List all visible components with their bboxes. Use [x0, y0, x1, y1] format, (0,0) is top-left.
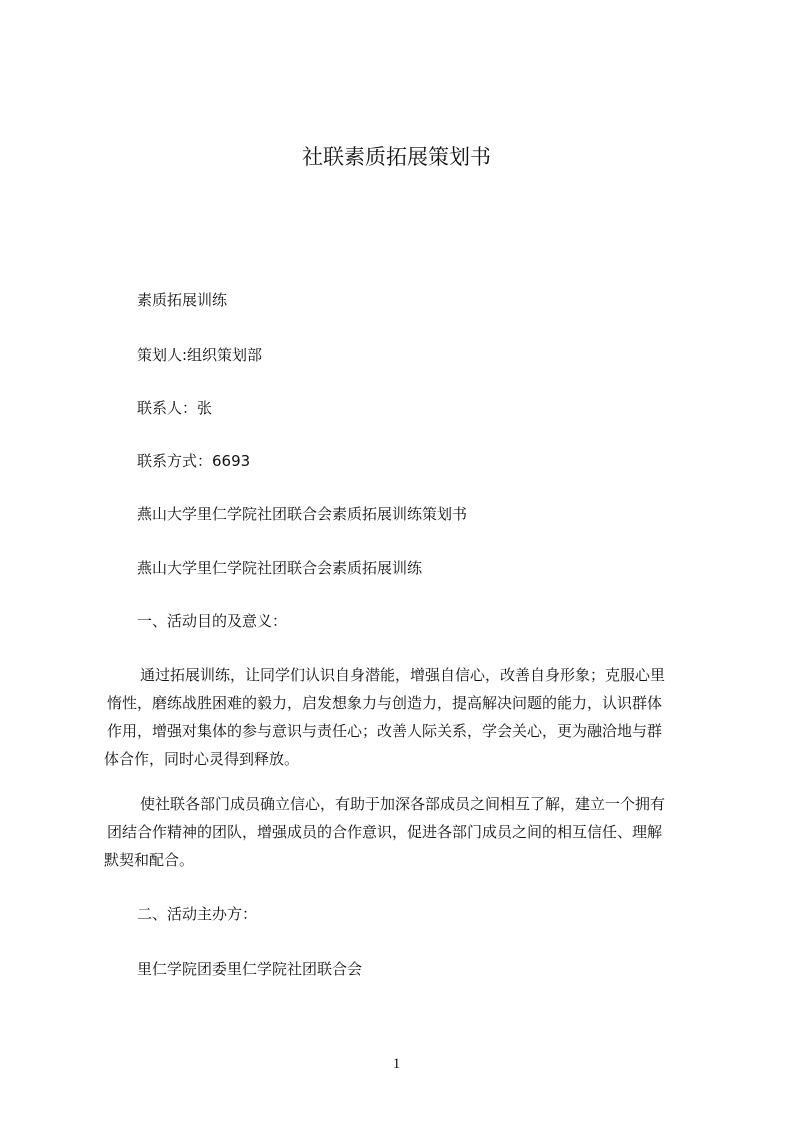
subtitle: 素质拓展训练	[137, 291, 228, 309]
page-number: 1	[392, 1056, 401, 1072]
document-title: 社联素质拓展策划书	[302, 145, 491, 169]
organizer-line: 里仁学院团委里仁学院社团联合会	[137, 960, 363, 978]
activity-name-line: 燕山大学里仁学院社团联合会素质拓展训练	[137, 559, 423, 577]
paragraph-2-line: 默契和配合。	[104, 851, 195, 869]
contact-method-line: 联系方式：6693	[137, 452, 251, 470]
paragraph-1-line: 通过拓展训练，让同学们认识自身潜能，增强自信心，改善自身形象；克服心里	[140, 666, 666, 684]
paragraph-2-line: 使社联各部门成员确立信心，有助于加深各部成员之间相互了解，建立一个拥有	[140, 795, 666, 813]
plan-name-line: 燕山大学里仁学院社团联合会素质拓展训练策划书	[137, 505, 468, 523]
planner-line: 策划人:组织策划部	[137, 346, 263, 364]
section-heading-1: 一、活动目的及意义：	[137, 612, 288, 630]
paragraph-1-line: 作用，增强对集体的参与意识与责任心；改善人际关系，学会关心，更为融洽地与群	[107, 722, 663, 740]
contact-person-line: 联系人：张	[137, 399, 213, 417]
section-heading-2: 二、活动主办方：	[137, 905, 258, 923]
paragraph-1-line: 体合作，同时心灵得到释放。	[104, 750, 300, 768]
paragraph-1-line: 惰性，磨练战胜困难的毅力，启发想象力与创造力，提高解决问题的能力，认识群体	[107, 694, 663, 712]
paragraph-2-line: 团结合作精神的团队，增强成员的合作意识，促进各部门成员之间的相互信任、理解	[107, 823, 663, 841]
